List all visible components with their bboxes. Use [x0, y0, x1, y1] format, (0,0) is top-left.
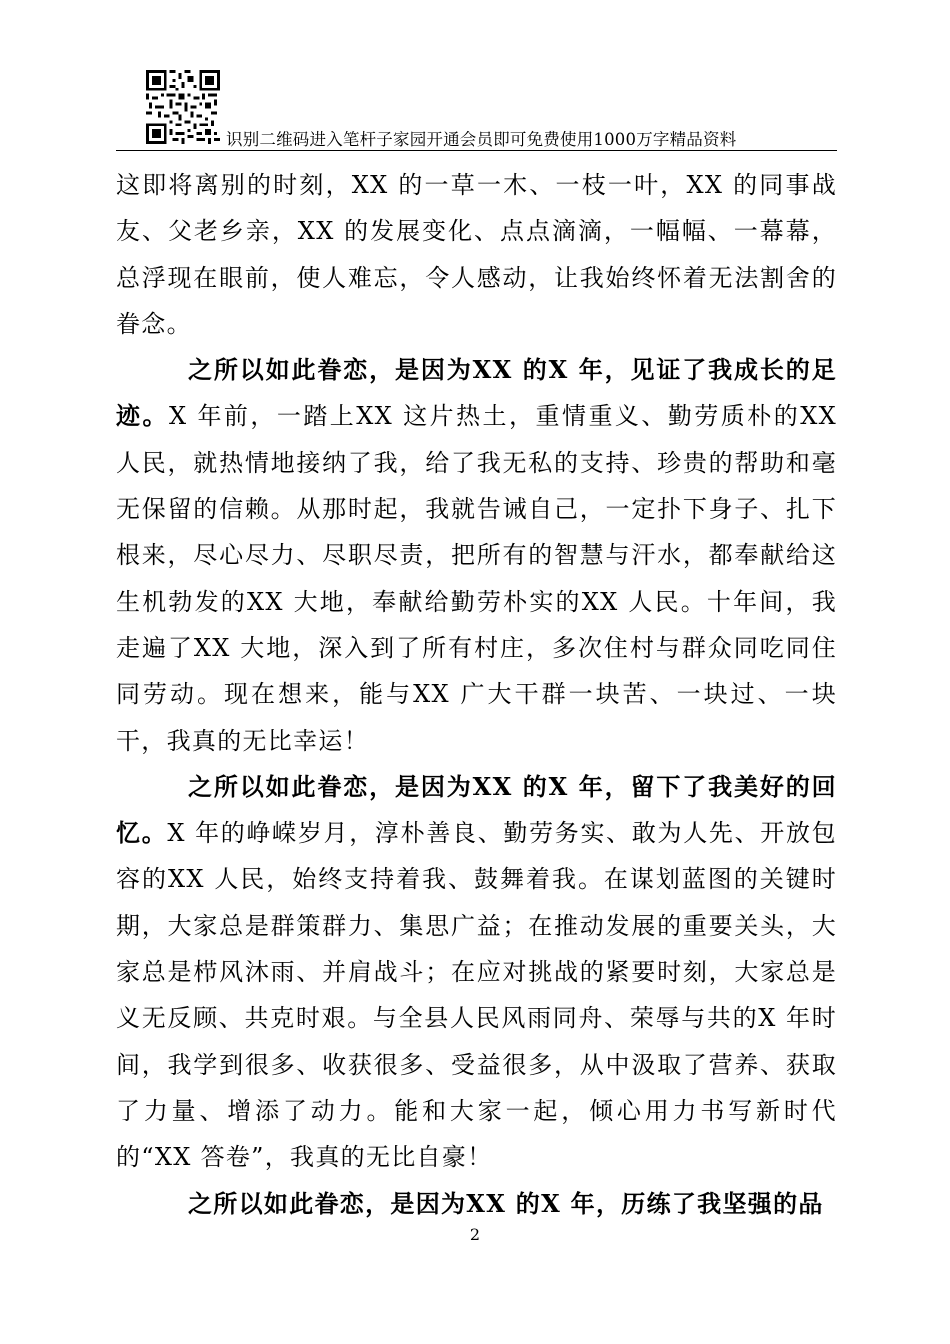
header-divider: [116, 150, 837, 151]
paragraph-1-text: 这即将离别的时刻，XX 的一草一木、一枝一叶，XX 的同事战友、父老乡亲，XX 的发展变化、点点滴滴，一幅幅、一幕幕，总浮现在眼前，使人难忘，令人感动，让我始终怀着无法割舍的眷念。: [116, 171, 837, 338]
document-body: [116, 162, 837, 1227]
paragraph-3-lead: 之所以如此眷恋，是因为XX 的X 年，留下了我美好的回忆。: [116, 771, 837, 848]
page-number: 2: [469, 1225, 481, 1244]
header-promo-text: 识别二维码进入笔杆子家园开通会员即可免费使用1000万字精品资料: [226, 130, 737, 149]
paragraph-2-text: X 年前，一踏上XX 这片热土，重情重义、勤劳质朴的XX 人民，就热情地接纳了我，给了我无私的支持、珍贵的帮助和毫无保留的信赖。从那时起，我就告诫自己，一定扑下身子、扎下根来，尽心尽力、尽职尽责，把所有的智慧与汗水，都奉献给这生机勃发的XX 大地，奉献给勤劳朴实的XX 人民。十年间，我走遍了XX 大地，深入到了所有村庄，多次住村与群众同吃同住同劳动。现在想来，能与XX 广大干群一块苦、一块过、一块干，我真的无比幸运！: [116, 402, 837, 755]
paragraph-3-text: X 年的峥嵘岁月，淳朴善良、勤劳务实、敢为人先、开放包容的XX 人民，始终支持着我、鼓舞着我。在谋划蓝图的关键时期，大家总是群策群力、集思广益；在推动发展的重要关头，大家总是栉风沐雨、并肩战斗；在应对挑战的紧要时刻，大家总是义无反顾、共克时艰。与全县人民风雨同舟、荣辱与共的X 年时间，我学到很多、收获很多、受益很多，从中汲取了营养、获取了力量、增添了动力。能和大家一起，倾心用力书写新时代的“XX 答卷”，我真的无比自豪！: [116, 819, 837, 1172]
page-header: [116, 66, 837, 150]
paragraph-4: [116, 1181, 837, 1227]
qr-code-icon[interactable]: [146, 70, 220, 144]
paragraph-3: [116, 764, 837, 1181]
paragraph-1: [116, 162, 837, 347]
paragraph-2-lead: 之所以如此眷恋，是因为XX 的X 年，见证了我成长的足迹。: [116, 355, 837, 431]
paragraph-4-lead: 之所以如此眷恋，是因为XX 的X 年，历练了我坚强的品: [188, 1188, 824, 1218]
paragraph-2: [116, 347, 837, 764]
